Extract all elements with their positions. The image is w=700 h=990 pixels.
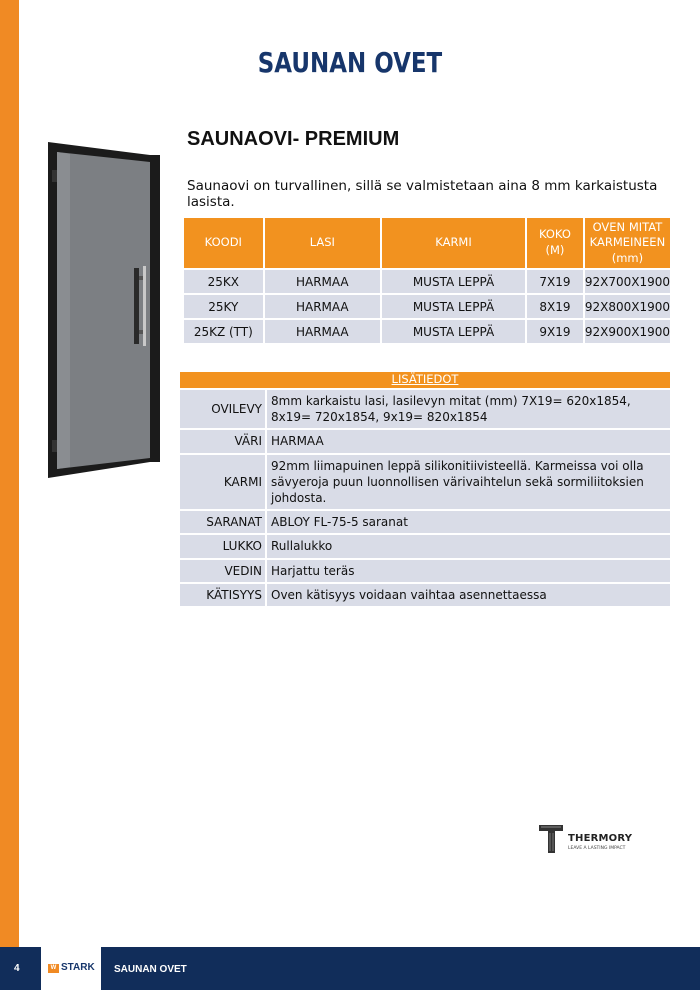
header-koko: KOKO (M) xyxy=(526,217,584,269)
product-intro: Saunaovi on turvallinen, sillä se valmistetaan aina 8 mm karkaistusta lasista. xyxy=(187,178,658,210)
info-row-ovilevy xyxy=(179,389,671,429)
cell-koko: 8X19 xyxy=(526,294,584,319)
info-value: Harjattu teräs xyxy=(266,559,671,583)
cell-karmi: MUSTA LEPPÄ xyxy=(381,269,526,294)
page-title: SAUNAN OVET xyxy=(257,46,443,79)
upper-hinge xyxy=(52,170,57,182)
sauna-door-illustration xyxy=(0,0,175,485)
page-number: 4 xyxy=(14,963,20,974)
header-karmi: KARMI xyxy=(381,217,526,269)
cell-mitat: 92X800X1900 xyxy=(584,294,671,319)
extra-info-header: LISÄTIEDOT xyxy=(179,371,671,389)
info-row-karmi xyxy=(179,454,671,511)
stark-brand-name: STARK xyxy=(61,962,95,973)
cell-koko: 9X19 xyxy=(526,319,584,344)
table-row xyxy=(183,294,671,319)
info-value: Rullalukko xyxy=(266,534,671,558)
page-footer xyxy=(0,947,700,990)
spec-header-row xyxy=(183,217,671,269)
thermory-t-icon xyxy=(539,825,567,855)
stark-mark-icon: W xyxy=(48,964,59,973)
stark-logo xyxy=(41,947,101,990)
footer-title: SAUNAN OVET xyxy=(114,964,187,975)
info-label: LUKKO xyxy=(179,534,266,558)
header-lasi: LASI xyxy=(264,217,381,269)
info-value: ABLOY FL-75-5 saranat xyxy=(266,510,671,534)
glass-edge xyxy=(57,152,70,469)
cell-lasi: HARMAA xyxy=(264,269,381,294)
info-label: SARANAT xyxy=(179,510,266,534)
info-row-vedin xyxy=(179,559,671,583)
info-row-katisyys xyxy=(179,583,671,607)
info-row-vari xyxy=(179,429,671,453)
info-value: HARMAA xyxy=(266,429,671,453)
cell-koodi: 25KX xyxy=(183,269,264,294)
door-handle xyxy=(134,268,139,344)
info-label: VÄRI xyxy=(179,429,266,453)
cell-karmi: MUSTA LEPPÄ xyxy=(381,319,526,344)
handle-bar xyxy=(143,266,146,346)
info-label: OVILEVY xyxy=(179,389,266,429)
header-koodi: KOODI xyxy=(183,217,264,269)
cell-mitat: 92X700X1900 xyxy=(584,269,671,294)
thermory-name: THERMORY xyxy=(568,833,633,844)
info-value: 8mm karkaistu lasi, lasilevyn mitat (mm) 7X19= 620x1854, 8x19= 720x1854, 9x19= 820x1854 xyxy=(266,389,671,429)
thermory-logo xyxy=(539,825,633,860)
lower-hinge xyxy=(52,440,57,452)
info-label: VEDIN xyxy=(179,559,266,583)
cell-koodi: 25KY xyxy=(183,294,264,319)
cell-lasi: HARMAA xyxy=(264,294,381,319)
product-title: SAUNAOVI- PREMIUM xyxy=(187,128,400,150)
cell-lasi: HARMAA xyxy=(264,319,381,344)
info-value: Oven kätisyys voidaan vaihtaa asennettaessa xyxy=(266,583,671,607)
extra-info-table xyxy=(178,370,672,608)
cell-mitat: 92X900X1900 xyxy=(584,319,671,344)
header-oven-mitat: OVEN MITAT KARMEINEEN (mm) xyxy=(584,217,671,269)
thermory-tagline: LEAVE A LASTING IMPACT xyxy=(568,846,626,851)
info-value: 92mm liimapuinen leppä silikonitiivisteellä. Karmeissa voi olla sävyeroja puun luonnollisen värivaihtelun sekä sormiliitoksien johdosta. xyxy=(266,454,671,511)
table-row xyxy=(183,319,671,344)
spec-table xyxy=(182,216,672,345)
info-row-saranat xyxy=(179,510,671,534)
cell-koko: 7X19 xyxy=(526,269,584,294)
cell-karmi: MUSTA LEPPÄ xyxy=(381,294,526,319)
info-row-lukko xyxy=(179,534,671,558)
info-label: KÄTISYYS xyxy=(179,583,266,607)
cell-koodi: 25KZ (TT) xyxy=(183,319,264,344)
info-label: KARMI xyxy=(179,454,266,511)
table-row xyxy=(183,269,671,294)
